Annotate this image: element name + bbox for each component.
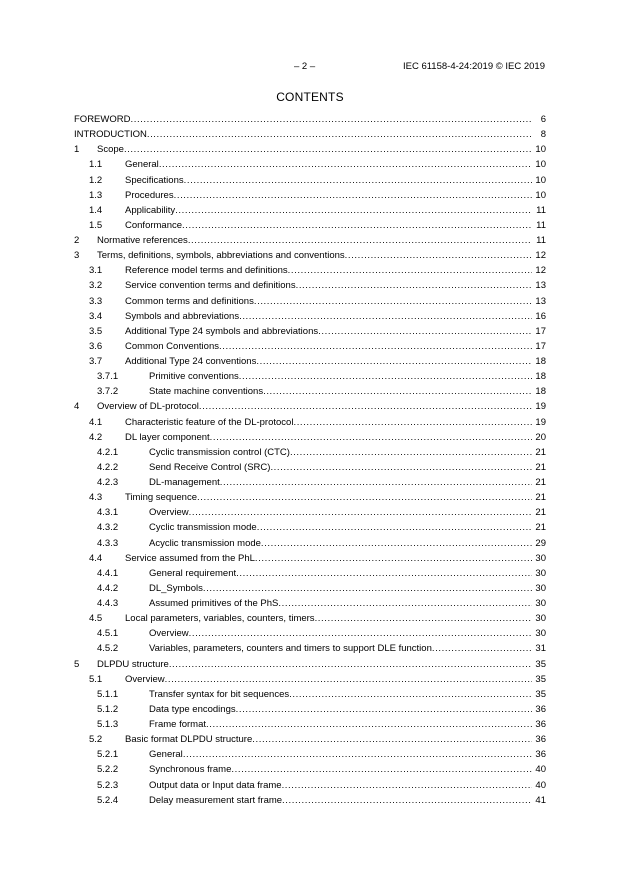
- toc-entry-title: Characteristic feature of the DL-protocol .....: [125, 415, 532, 430]
- toc-entry-page: 11: [535, 218, 546, 233]
- toc-entry-page: 21: [534, 490, 546, 505]
- toc-entry-title: Reference model terms and definitions .....: [125, 263, 532, 278]
- toc-entry-page: 29: [534, 536, 546, 551]
- toc-entry[interactable]: [74, 188, 546, 203]
- toc-entry-title: Overview .....: [149, 505, 532, 520]
- toc-entry[interactable]: [74, 248, 546, 263]
- toc-entry-number: 5.2.4: [97, 794, 119, 806]
- toc-entry-page: 36: [534, 717, 546, 732]
- toc-entry-title: Overview of DL-protocol .....: [97, 399, 532, 414]
- toc-entry-page: 11: [535, 233, 546, 248]
- toc-entry-number: 4.2.2: [97, 461, 119, 473]
- toc-entry[interactable]: [74, 127, 546, 142]
- toc-entry-title: Service convention terms and definitions .....: [125, 278, 532, 293]
- toc-entry-page: 41: [534, 793, 546, 808]
- toc-entry-number: 3.3: [89, 295, 103, 307]
- toc-entry-page: 30: [534, 596, 546, 611]
- toc-entry-title: Conformance .....: [125, 218, 532, 233]
- toc-entry-number: 5.1.1: [97, 688, 119, 700]
- toc-entry-page: 18: [534, 369, 546, 384]
- toc-entry-page: 10: [534, 157, 546, 172]
- toc-entry-title: Overview .....: [149, 626, 532, 641]
- toc-entry-title: Data type encodings .....: [149, 702, 532, 717]
- contents-heading: CONTENTS: [276, 90, 344, 104]
- toc-entry[interactable]: [74, 611, 546, 626]
- toc-entry-title: Output data or Input data frame .....: [149, 778, 532, 793]
- toc-entry-title: Frame format .....: [149, 717, 532, 732]
- toc-entry-page: 20: [534, 430, 546, 445]
- toc-entry-title: Send Receive Control (SRC) .....: [149, 460, 532, 475]
- toc-entry-number: 3.4: [89, 310, 103, 322]
- toc-entry-title: DL-management .....: [149, 475, 532, 490]
- toc-entry[interactable]: [74, 732, 546, 747]
- toc-entry-page: 30: [534, 611, 546, 626]
- toc-entry-number: 1: [74, 144, 80, 156]
- toc-entry-number: 3.7.1: [97, 371, 119, 383]
- toc-entry[interactable]: [74, 324, 546, 339]
- toc-entry-number: 5.1: [89, 673, 103, 685]
- toc-entry-page: 12: [534, 263, 546, 278]
- toc-entry-number: 2: [74, 235, 80, 246]
- toc-entry-title: State machine conventions .....: [149, 384, 532, 399]
- toc-entry-title: Common Conventions .....: [125, 339, 532, 354]
- toc-entry-page: 6: [540, 112, 546, 127]
- toc-entry-page: 10: [534, 188, 546, 203]
- toc-entry-page: 21: [534, 460, 546, 475]
- toc-entry[interactable]: [74, 672, 546, 687]
- toc-entry-title: Terms, definitions, symbols, abbreviations and conventions .....: [97, 248, 532, 263]
- toc-entry-page: 35: [534, 657, 546, 672]
- toc-entry-title: Cyclic transmission control (CTC) .....: [149, 445, 532, 460]
- toc-entry-page: 21: [534, 505, 546, 520]
- toc-entry[interactable]: [74, 369, 546, 384]
- toc-entry-page: 35: [534, 672, 546, 687]
- toc-entry-title: Normative references .....: [97, 233, 532, 248]
- toc-entry[interactable]: [74, 142, 546, 157]
- toc-entry-number: 1.1: [89, 159, 103, 171]
- toc-entry[interactable]: [74, 399, 546, 414]
- toc-entry-title: Transfer syntax for bit sequences .....: [149, 687, 532, 702]
- toc-entry-page: 30: [534, 626, 546, 641]
- toc-entry-number: 4.5.2: [97, 643, 119, 655]
- toc-entry[interactable]: [74, 762, 546, 777]
- toc-entry-title: Basic format DLPDU structure .....: [125, 732, 532, 747]
- toc-entry-number: 5.2.2: [97, 764, 119, 776]
- toc-entry[interactable]: [74, 415, 546, 430]
- toc-entry-title: INTRODUCTION .....: [74, 127, 532, 142]
- toc-entry-number: 1.2: [89, 174, 103, 186]
- toc-entry-number: 3.6: [89, 340, 103, 352]
- toc-entry-number: 5.1.2: [97, 703, 119, 715]
- page-header: [0, 60, 620, 74]
- toc-entry-number: 4.3.1: [97, 507, 119, 519]
- toc-entry-number: 3.5: [89, 325, 103, 337]
- toc-entry-page: 10: [534, 173, 546, 188]
- toc-entry-title: Procedures .....: [125, 188, 532, 203]
- toc-entry-page: 36: [534, 732, 546, 747]
- toc-entry-page: 16: [534, 309, 546, 324]
- toc-entry[interactable]: [74, 263, 546, 278]
- toc-entry-page: 31: [534, 641, 546, 656]
- toc-entry[interactable]: [74, 384, 546, 399]
- toc-entry-title: Specifications .....: [125, 173, 532, 188]
- toc-entry-page: 40: [534, 778, 546, 793]
- toc-entry[interactable]: [74, 475, 546, 490]
- toc-entry-page: 13: [534, 294, 546, 309]
- document-identifier: IEC 61158-4-24:2019 © IEC 2019: [402, 61, 545, 72]
- toc-entry[interactable]: [74, 490, 546, 505]
- toc-entry-title: Symbols and abbreviations .....: [125, 309, 532, 324]
- page-number: – 2 –: [294, 61, 316, 72]
- toc-entry[interactable]: [74, 551, 546, 566]
- toc-entry-number: 3.2: [89, 280, 103, 292]
- toc-entry-page: 36: [534, 747, 546, 762]
- toc-entry-page: 21: [534, 520, 546, 535]
- toc-entry-title: Service assumed from the PhL .....: [125, 551, 532, 566]
- toc-entry[interactable]: [74, 173, 546, 188]
- toc-entry-page: 10: [534, 142, 546, 157]
- toc-entry-title: Primitive conventions .....: [149, 369, 532, 384]
- toc-entry-number: 4.2.3: [97, 477, 119, 488]
- toc-entry-page: 21: [534, 445, 546, 460]
- toc-entry-number: 5.2: [89, 734, 103, 746]
- toc-entry[interactable]: [74, 793, 546, 808]
- toc-entry-page: 19: [534, 415, 546, 430]
- toc-entry-page: 36: [534, 702, 546, 717]
- toc-entry-page: 18: [534, 384, 546, 399]
- toc-entry-number: 3.7: [89, 356, 103, 367]
- toc-entry-page: 13: [534, 278, 546, 293]
- toc-entry[interactable]: [74, 460, 546, 475]
- toc-entry-title: Cyclic transmission mode .....: [149, 520, 532, 535]
- toc-entry[interactable]: [74, 445, 546, 460]
- toc-entry-page: 40: [534, 762, 546, 777]
- toc-entry-number: 5.2.3: [97, 779, 119, 791]
- toc-entry[interactable]: [74, 278, 546, 293]
- toc-entry-number: 5.2.1: [97, 749, 119, 761]
- toc-entry-number: 4.4.3: [97, 598, 119, 609]
- toc-entry-title: Scope .....: [97, 142, 532, 157]
- toc-entry-number: 4: [74, 401, 80, 413]
- toc-entry-number: 5.1.3: [97, 719, 119, 730]
- toc-entry-page: 17: [534, 339, 546, 354]
- toc-entry-title: General .....: [149, 747, 532, 762]
- toc-entry-page: 12: [534, 248, 546, 263]
- toc-entry-title: DL_Symbols .....: [149, 581, 532, 596]
- toc-entry-page: 19: [534, 399, 546, 414]
- toc-entry[interactable]: [74, 717, 546, 732]
- toc-entry[interactable]: [74, 536, 546, 551]
- toc-entry-title: Variables, parameters, counters and timers to support DLE function .....: [149, 641, 532, 656]
- toc-entry-title: DLPDU structure .....: [97, 657, 532, 672]
- toc-entry-title: Timing sequence .....: [125, 490, 532, 505]
- toc-entry[interactable]: [74, 520, 546, 535]
- toc-entry[interactable]: [74, 687, 546, 702]
- toc-entry-page: 21: [534, 475, 546, 490]
- toc-entry-page: 30: [534, 581, 546, 596]
- toc-entry[interactable]: [74, 339, 546, 354]
- toc-entry-number: 4.4.2: [97, 582, 119, 594]
- toc-entry-number: 4.5: [89, 613, 103, 625]
- toc-entry-number: 4.2.1: [97, 446, 119, 458]
- toc-entry-number: 4.1: [89, 416, 103, 428]
- toc-entry-number: 3.7.2: [97, 386, 119, 398]
- toc-entry-number: 3: [74, 250, 80, 262]
- toc-entry-number: 5: [74, 658, 80, 670]
- toc-entry[interactable]: [74, 430, 546, 445]
- toc-entry[interactable]: [74, 157, 546, 172]
- toc-entry[interactable]: [74, 233, 546, 248]
- toc-entry-title: Overview .....: [125, 672, 532, 687]
- toc-entry-number: 1.3: [89, 189, 103, 201]
- toc-entry[interactable]: [74, 641, 546, 656]
- toc-entry-page: 18: [534, 354, 546, 369]
- toc-entry-number: 4.5.1: [97, 628, 119, 640]
- toc-entry[interactable]: [74, 747, 546, 762]
- toc-entry[interactable]: [74, 203, 546, 218]
- toc-entry-title: DL layer component .....: [125, 430, 532, 445]
- toc-entry[interactable]: [74, 581, 546, 596]
- toc-entry-page: 30: [534, 551, 546, 566]
- toc-entry-title: FOREWORD .....: [74, 112, 532, 127]
- toc-entry-number: 3.1: [89, 265, 103, 277]
- toc-entry-number: 1.4: [89, 204, 103, 216]
- toc-entry[interactable]: [74, 112, 546, 127]
- toc-entry-number: 4.3: [89, 492, 103, 504]
- toc-entry-title: Applicability .....: [125, 203, 532, 218]
- toc-entry-number: 4.2: [89, 431, 103, 443]
- toc-entry[interactable]: [74, 778, 546, 793]
- toc-entry[interactable]: [74, 294, 546, 309]
- toc-entry[interactable]: [74, 218, 546, 233]
- toc-entry-title: General requirement .....: [149, 566, 532, 581]
- toc-entry[interactable]: [74, 505, 546, 520]
- toc-entry-title: Common terms and definitions .....: [125, 294, 532, 309]
- toc-entry-page: 8: [540, 127, 546, 142]
- toc-entry-title: Assumed primitives of the PhS .....: [149, 596, 532, 611]
- toc-entry-title: General .....: [125, 157, 532, 172]
- toc-entry-number: 4.4: [89, 552, 103, 564]
- toc-entry-page: 11: [535, 203, 546, 218]
- toc-entry[interactable]: [74, 566, 546, 581]
- table-of-contents: [74, 112, 546, 808]
- toc-entry[interactable]: [74, 309, 546, 324]
- toc-entry[interactable]: [74, 596, 546, 611]
- toc-entry-title: Local parameters, variables, counters, timers .....: [125, 611, 532, 626]
- toc-entry[interactable]: [74, 657, 546, 672]
- toc-entry-number: 1.5: [89, 219, 103, 231]
- toc-entry-page: 35: [534, 687, 546, 702]
- toc-entry[interactable]: [74, 702, 546, 717]
- toc-entry-number: 4.3.2: [97, 522, 119, 534]
- toc-entry-title: Additional Type 24 conventions .....: [125, 354, 532, 369]
- toc-entry-page: 30: [534, 566, 546, 581]
- toc-entry-title: Synchronous frame .....: [149, 762, 532, 777]
- toc-entry-title: Delay measurement start frame .....: [149, 793, 532, 808]
- toc-entry-title: Acyclic transmission mode .....: [149, 536, 532, 551]
- toc-entry-page: 17: [534, 324, 546, 339]
- toc-entry-title: Additional Type 24 symbols and abbreviations .....: [125, 324, 532, 339]
- toc-entry-number: 4.3.3: [97, 537, 119, 549]
- toc-entry[interactable]: [74, 354, 546, 369]
- toc-entry-number: 4.4.1: [97, 567, 119, 579]
- toc-entry[interactable]: [74, 626, 546, 641]
